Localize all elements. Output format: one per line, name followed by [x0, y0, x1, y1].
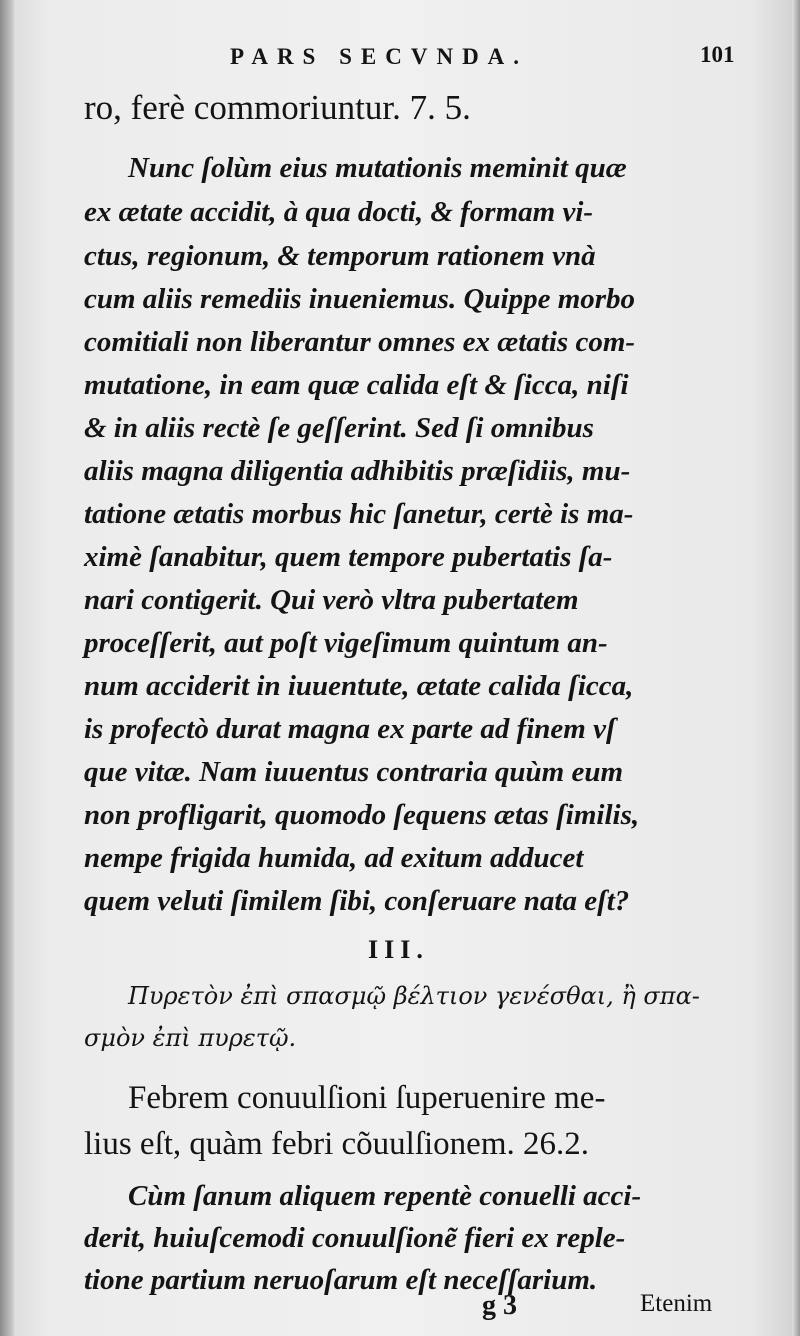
text-line: Nunc ſolùm eius mutationis meminit quæ	[128, 152, 627, 184]
running-head: PARS SECVNDA.	[230, 44, 529, 69]
text-line: proceſſerit, aut poſt vigeſimum quintum an-	[84, 627, 608, 659]
section-number: III.	[368, 935, 429, 964]
signature-mark: g 3	[482, 1290, 517, 1321]
text-line: num acciderit in iuuentute, ætate calida ſicca,	[84, 670, 634, 702]
text-line: tatione ætatis morbus hic ſanetur, certè is ma-	[84, 498, 634, 530]
text-line: aliis magna diligentia adhibitis præſidiis, mu-	[84, 455, 631, 487]
text-line: ximè ſanabitur, quem tempore pubertatis ſa-	[84, 541, 613, 573]
text-line: que vitæ. Nam iuuentus contraria quùm eum	[84, 756, 624, 788]
page-left-edge	[0, 0, 14, 1336]
text-line: & in aliis rectè ſe geſſerint. Sed ſi omnibus	[84, 412, 594, 444]
text-line: mutatione, in eam quæ calida eſt & ſicca, niſi	[84, 369, 629, 401]
text-line: ctus, regionum, & temporum rationem vnà	[84, 240, 596, 272]
catchword: Etenim	[640, 1290, 713, 1317]
text-line: is profectò durat magna ex parte ad finem vſ	[84, 713, 616, 745]
text-line: ro, ferè commoriuntur. 7. 5.	[84, 88, 471, 127]
commentary-line: Cùm ſanum aliquem repentè conuelli acci-	[128, 1180, 642, 1212]
text-line: nempe frigida humida, ad exitum adducet	[84, 842, 584, 874]
text-line: quem veluti ſimilem ſibi, conſeruare nata eſt?	[84, 885, 630, 917]
text-line: non profligarit, quomodo ſequens ætas ſimilis,	[84, 799, 640, 831]
greek-line: σμὸν ἐπὶ πυρετῷ.	[84, 1024, 297, 1052]
aphorism-line: Febrem conuulſioni ſuperuenire me-	[128, 1080, 606, 1116]
greek-line: Πυρετὸν ἐπὶ σπασμῷ βέλτιον γενέσθαι, ἢ σπα-	[128, 982, 700, 1010]
aphorism-line: lius eſt, quàm febri cõuulſionem. 26.2.	[84, 1126, 589, 1162]
text-line: comitiali non liberantur omnes ex ætatis com-	[84, 326, 636, 358]
text-line: cum aliis remediis inueniemus. Quippe morbo	[84, 283, 636, 315]
text-line: nari contigerit. Qui verò vltra pubertatem	[84, 584, 579, 616]
commentary-line: tione partium neruoſarum eſt neceſſarium.	[84, 1264, 598, 1296]
page-right-edge	[792, 0, 800, 1336]
commentary-line: derit, huiuſcemodi conuulſionẽ fieri ex reple-	[84, 1222, 626, 1254]
page-number: 101	[700, 42, 735, 67]
text-line: ex ætate accidit, à qua docti, & formam vi-	[84, 196, 594, 228]
